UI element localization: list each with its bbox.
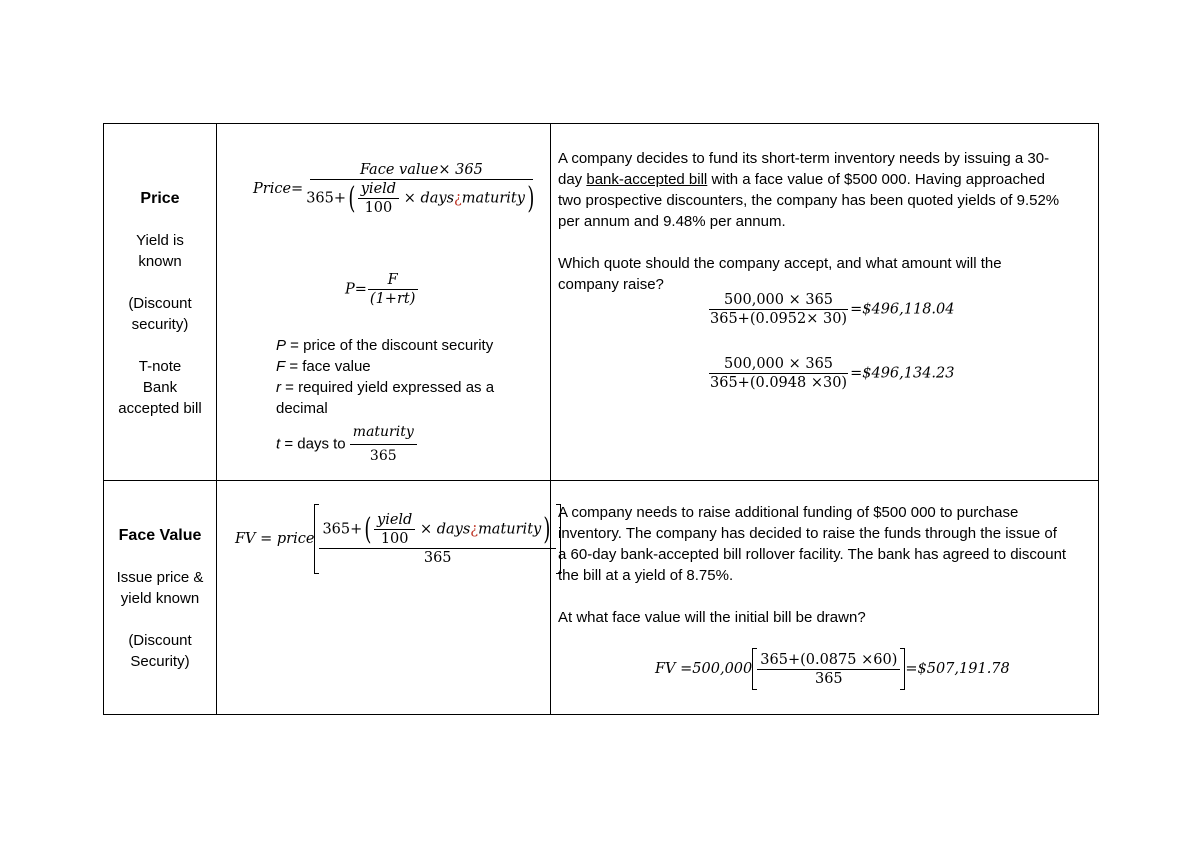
bank-accepted-bill-link[interactable]: bank-accepted bill xyxy=(586,171,708,188)
label-line: Bank xyxy=(142,379,178,396)
hundred-term: 100 xyxy=(380,531,409,547)
example-text: two prospective discounters, the company has been quoted yields of 9.52% xyxy=(558,192,1060,209)
face-value-heading: Face Value xyxy=(118,527,202,544)
price-label-cell xyxy=(104,188,216,419)
example-text: a 60-day bank-accepted bill rollover facility. The bank has agreed to discount xyxy=(558,546,1067,563)
face-value-calc xyxy=(655,648,1010,690)
label-line: security) xyxy=(131,316,189,333)
formula-table xyxy=(103,123,1099,715)
formula-lhs: P= xyxy=(345,281,367,298)
price-heading: Price xyxy=(140,190,180,207)
calc-result: =$507,191.78 xyxy=(905,661,1010,677)
definition-r xyxy=(276,377,494,398)
var-symbol: r xyxy=(276,379,281,396)
formula-denominator-const: 365+ xyxy=(306,190,347,207)
formula-denominator: 365 xyxy=(423,550,452,566)
definition-r-cont: decimal xyxy=(276,400,328,417)
column-divider xyxy=(550,124,551,714)
price-formula-cell xyxy=(217,124,550,480)
definition-text: = price of the discount security xyxy=(286,337,494,354)
label-line: (Discount xyxy=(128,632,192,649)
label-line: T-note xyxy=(138,358,182,375)
example-text: per annum and 9.48% per annum. xyxy=(558,213,786,230)
definition-text: = face value xyxy=(285,358,371,375)
calc-9-52 xyxy=(707,292,955,327)
days-term: × days xyxy=(419,521,471,538)
price-example-cell xyxy=(558,148,1094,295)
label-line: Yield is xyxy=(136,232,184,249)
render-glyph: ¿ xyxy=(470,521,479,538)
var-symbol: F xyxy=(276,358,286,375)
yield-term: yield xyxy=(374,512,415,530)
calc-numerator: 365+(0.0875 ×60) xyxy=(757,652,900,670)
definition-text: = required yield expressed as a xyxy=(281,379,495,396)
calc-numerator: 500,000 × 365 xyxy=(709,356,848,374)
formula-denominator: (1+rt) xyxy=(369,291,416,307)
example-text: inventory. The company has decided to raise the funds through the issue of xyxy=(558,525,1057,542)
label-line: Issue price & xyxy=(116,569,204,586)
calc-9-48 xyxy=(707,356,955,391)
formula-const: 365+ xyxy=(322,521,363,538)
calc-result: =$496,118.04 xyxy=(850,301,955,318)
formula-lhs: FV = price xyxy=(235,531,315,547)
days-in-year: 365 xyxy=(369,448,397,464)
row-divider xyxy=(104,480,1098,481)
var-symbol: P xyxy=(276,337,287,354)
formula-numerator: Face value× 365 xyxy=(359,162,483,178)
question-text: Which quote should the company accept, and what amount will the xyxy=(558,255,1002,272)
yield-term: yield xyxy=(358,181,399,199)
definition-t xyxy=(276,422,417,467)
price-formula: Price= Face value× 365 365+( $\frac{\text{yield}}{100}$ × days¿maturity) xyxy=(253,162,535,216)
example-text: A company decides to fund its short-term inventory needs by issuing a 30- xyxy=(558,150,1050,167)
question-text: At what face value will the initial bill be drawn? xyxy=(558,609,866,626)
p-formula xyxy=(345,272,418,307)
maturity-term: maturity xyxy=(461,190,525,207)
calc-denominator: 365+(0.0948 ×30) xyxy=(710,375,848,391)
example-text: A company needs to raise additional funding of $500 000 to purchase xyxy=(558,504,1019,521)
label-line: yield known xyxy=(120,590,200,607)
var-symbol: t xyxy=(276,435,281,453)
maturity-term: maturity xyxy=(478,521,542,538)
question-text: company raise? xyxy=(558,276,664,293)
calc-denominator: 365 xyxy=(814,670,843,687)
calc-numerator: 500,000 × 365 xyxy=(709,292,848,310)
calc-lhs: FV =500,000 xyxy=(655,661,753,677)
render-glyph: ¿ xyxy=(454,190,462,207)
definition-f xyxy=(276,356,371,377)
text-span: with a face value of $500 000. Having approached xyxy=(707,171,1046,188)
days-term: × days xyxy=(403,190,455,207)
calc-result: =$496,134.23 xyxy=(850,365,955,382)
label-line: (Discount xyxy=(128,295,192,312)
label-line: known xyxy=(138,253,182,270)
face-value-label-cell xyxy=(104,525,216,672)
maturity-term: maturity xyxy=(350,422,417,445)
label-line: Security) xyxy=(130,653,190,670)
formula-numerator: F xyxy=(368,272,418,290)
formula-lhs: Price= xyxy=(253,181,304,197)
label-line: accepted bill xyxy=(118,400,202,417)
definition-text: = days to xyxy=(280,435,350,453)
hundred-term: 100 xyxy=(364,200,393,216)
example-text: the bill at a yield of 8.75%. xyxy=(558,567,734,584)
example-text xyxy=(558,169,1094,190)
calc-denominator: 365+(0.0952× 30) xyxy=(710,311,848,327)
text-span: day xyxy=(558,171,587,188)
definition-p xyxy=(276,335,493,356)
face-value-example-cell xyxy=(558,502,1098,628)
face-value-formula: FV = price 365+( $\frac{\text{yield}}{100}$ × days¿maturity) 365 xyxy=(235,504,561,574)
